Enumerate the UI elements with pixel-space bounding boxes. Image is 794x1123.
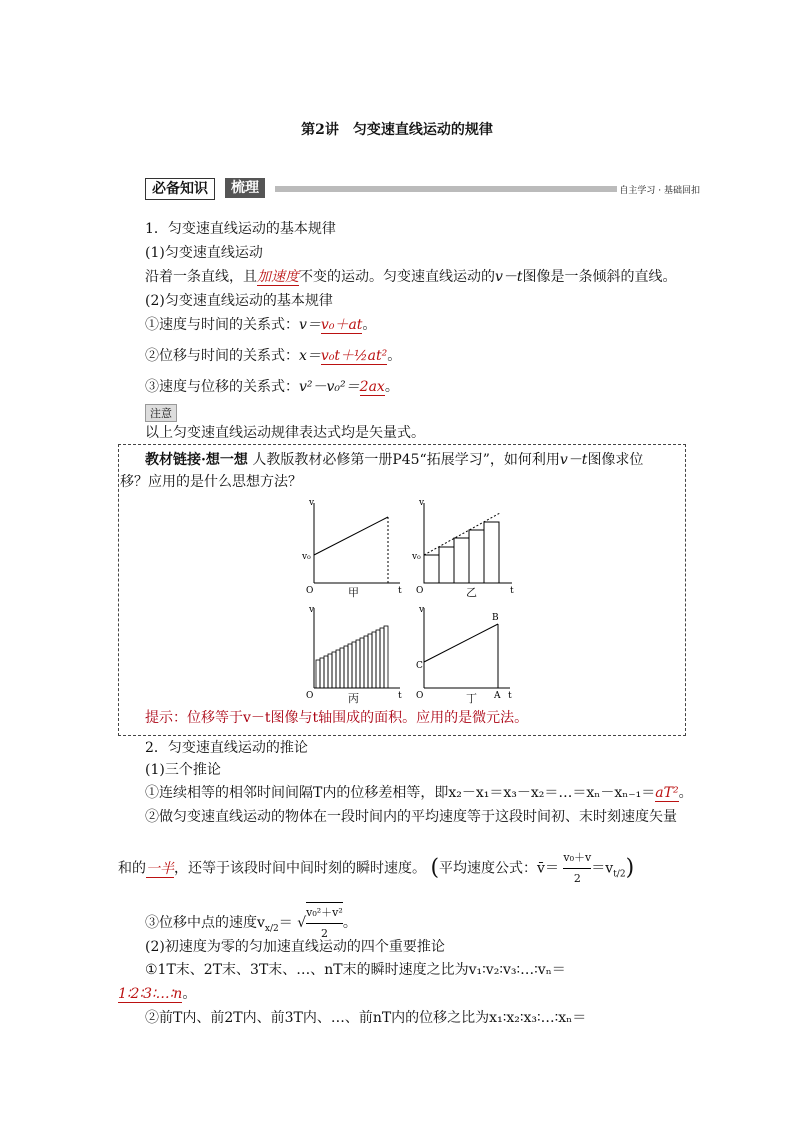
rect-2	[439, 547, 454, 583]
caption-jia: 甲	[348, 586, 359, 599]
label-t: t	[398, 586, 402, 595]
graph-jia	[300, 495, 530, 595]
page-title: 第2讲 匀变速直线运动的规律	[301, 122, 493, 138]
caption-yi: 乙	[466, 586, 477, 599]
rect-4	[469, 530, 484, 583]
formula-velocity-displacement: ③速度与位移的关系式：v²－v₀²＝2ax。	[145, 379, 399, 395]
svg-text:O: O	[416, 691, 424, 701]
banner-right-label: 梳理	[225, 178, 265, 198]
corollary-2b: 和的一半，还等于该段时间中间时刻的瞬时速度。 (平均速度公式：v̄＝ $\frac{\text{v₀＋v}}{2}$ $=v_{t/2}$)	[118, 848, 634, 889]
box-lead: 教材链接·想一想	[145, 452, 248, 468]
vt-line	[314, 517, 388, 555]
label-v: v	[309, 498, 315, 508]
rect-5	[484, 522, 499, 583]
graph-bing-ding	[300, 604, 530, 704]
s1-p3: (2)匀变速直线运动的基本规律	[145, 293, 333, 309]
s2-p2: (2)初速度为零的匀加速直线运动的四个重要推论	[145, 939, 445, 955]
note-badge: 注意	[145, 404, 177, 422]
banner-left-label: 必备知识	[145, 178, 215, 200]
s1-p2: 沿着一条直线，且加速度不变的运动。匀变速直线运动的v－t图像是一条倾斜的直线。	[145, 269, 677, 285]
label-c: C	[416, 661, 423, 671]
s2-p1: (1)三个推论	[145, 762, 221, 778]
line-cb	[424, 624, 498, 662]
label-v0: v₀	[302, 552, 311, 562]
label-o-b: O	[416, 586, 424, 595]
s1-heading: 1．匀变速直线运动的基本规律	[145, 221, 336, 237]
formula-displacement-time: ②位移与时间的关系式：x＝v₀t＋½at²。	[145, 348, 402, 364]
label-v-b: v	[419, 498, 425, 508]
label-o: O	[306, 586, 314, 595]
corollary-3: ③位移中点的速度$v_{x/2}=$ √ $\frac{\text{v₀²＋v²}}{2}$ 。	[145, 902, 357, 944]
formula-velocity-time: ①速度与时间的关系式：v＝v₀＋at。	[145, 317, 377, 333]
corollary-1: ①连续相等的相邻时间间隔T内的位移差相等，即x₂－x₁＝x₃－x₂＝…＝xₙ－xₙ₋₁＝aT²。	[145, 785, 693, 801]
corollary-d1-fill: 1∶2∶3∶…∶n。	[118, 986, 197, 1002]
svg-text:t: t	[398, 691, 402, 701]
s2-heading: 2．匀变速直线运动的推论	[145, 740, 308, 756]
label-a: A	[494, 691, 501, 701]
box-hint: 提示：位移等于v－t图像与t轴围成的面积。应用的是微元法。	[145, 710, 529, 726]
fill-acceleration: 加速度	[257, 269, 299, 285]
banner-tag: 自主学习 · 基础回扣	[617, 183, 702, 196]
s1-p1: (1)匀变速直线运动	[145, 245, 263, 261]
micro-rects	[316, 626, 388, 688]
svg-text:t: t	[508, 691, 512, 701]
section-banner	[145, 178, 702, 200]
label-v0-b: v₀	[412, 552, 421, 562]
corollary-d2: ②前T内、前2T内、前3T内、…、前nT内的位移之比为x₁∶x₂∶x₃∶…∶xₙ＝	[145, 1010, 587, 1026]
note-text: 以上匀变速直线运动规律表达式均是矢量式。	[145, 425, 425, 441]
svg-text:O: O	[306, 691, 314, 701]
box-question-line2: 移？应用的是什么思想方法？	[120, 474, 302, 490]
label-t-b: t	[510, 586, 514, 595]
svg-text:v: v	[419, 605, 425, 615]
caption-ding: 丁	[466, 692, 477, 705]
box-question-line1: 教材链接·想一想 人教版教材必修第一册P45“拓展学习”，如何利用v－t图像求位	[145, 452, 644, 468]
vt-line-b	[424, 513, 500, 555]
rect-1	[424, 555, 439, 583]
label-b: B	[492, 613, 499, 623]
svg-text:v: v	[309, 605, 315, 615]
corollary-2a: ②做匀变速直线运动的物体在一段时间内的平均速度等于这段时间初、末时刻速度矢量	[145, 809, 677, 825]
corollary-d1: ①1T末、2T末、3T末、…、nT末的瞬时速度之比为v₁∶v₂∶v₃∶…∶vₙ＝	[145, 962, 566, 978]
rect-3	[454, 538, 469, 583]
caption-bing: 丙	[348, 692, 359, 705]
